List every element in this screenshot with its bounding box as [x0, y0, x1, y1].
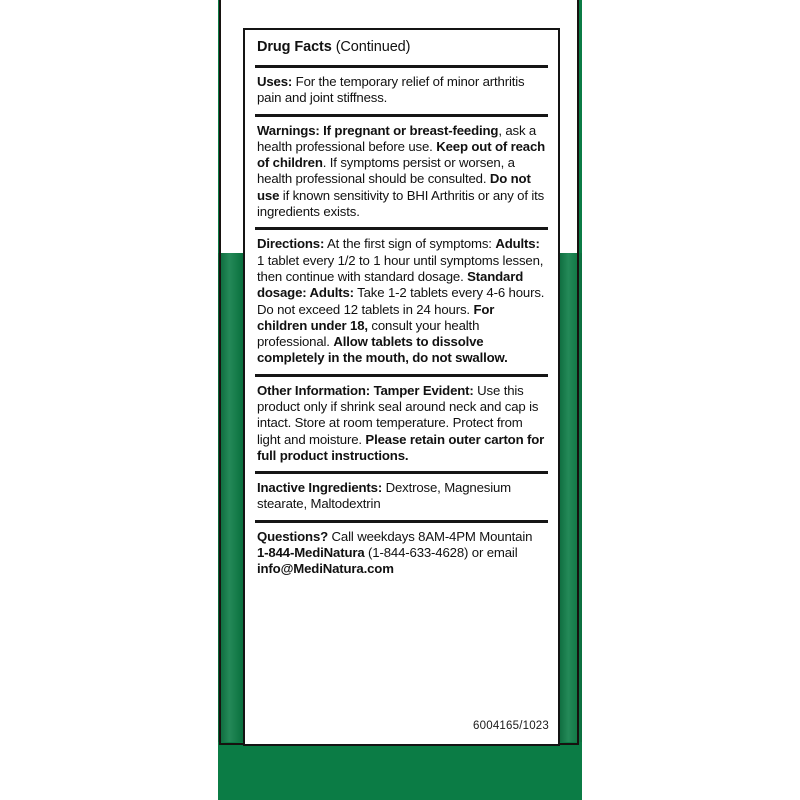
section-directions: Directions: At the first sign of symptoms: Adults: 1 tablet every 1/2 to 1 hour until symptoms lessen, then continue with standard dosage. Standard dosage: Adults: Take 1-2 tablets every 4-6 hours. Do not exceed 12 tablets in 24 hours. For children under 18, consult your health professional. Allow tablets to dissolve completely in the mouth, do not swallow. [257, 236, 545, 366]
drug-facts-title-continued: (Continued) [335, 39, 411, 55]
lot-code: 6004165/1023 [473, 720, 549, 732]
section-other-information: Other Information: Tamper Evident: Use this product only if shrink seal around neck and cap is intact. Store at room temperature. Protect from light and moisture. Please retain outer carton for full product instructions. [257, 382, 545, 463]
section-warnings: Warnings: If pregnant or breast-feeding, ask a health professional before use. Keep out of reach of children. If symptoms persist or worsen, a health professional should be consulted. Do not use if known sensitivity to BHI Arthritis or any of its ingredients exists. [257, 122, 546, 220]
section-questions: Questions? Call weekdays 8AM-4PM Mountain 1-844-MediNatura (1-844-633-4628) or email info@MediNatura.com [257, 528, 533, 577]
drug-facts-title-bold: Drug Facts [257, 39, 332, 55]
carton-bottom-band [218, 742, 582, 800]
section-uses: Uses: For the temporary relief of minor arthritis pain and joint stiffness. [257, 73, 525, 106]
drug-facts-title [255, 30, 548, 65]
section-inactive-ingredients: Inactive Ingredients: Dextrose, Magnesium stearate, Maltodextrin [257, 480, 512, 512]
drug-facts-panel [243, 28, 560, 746]
